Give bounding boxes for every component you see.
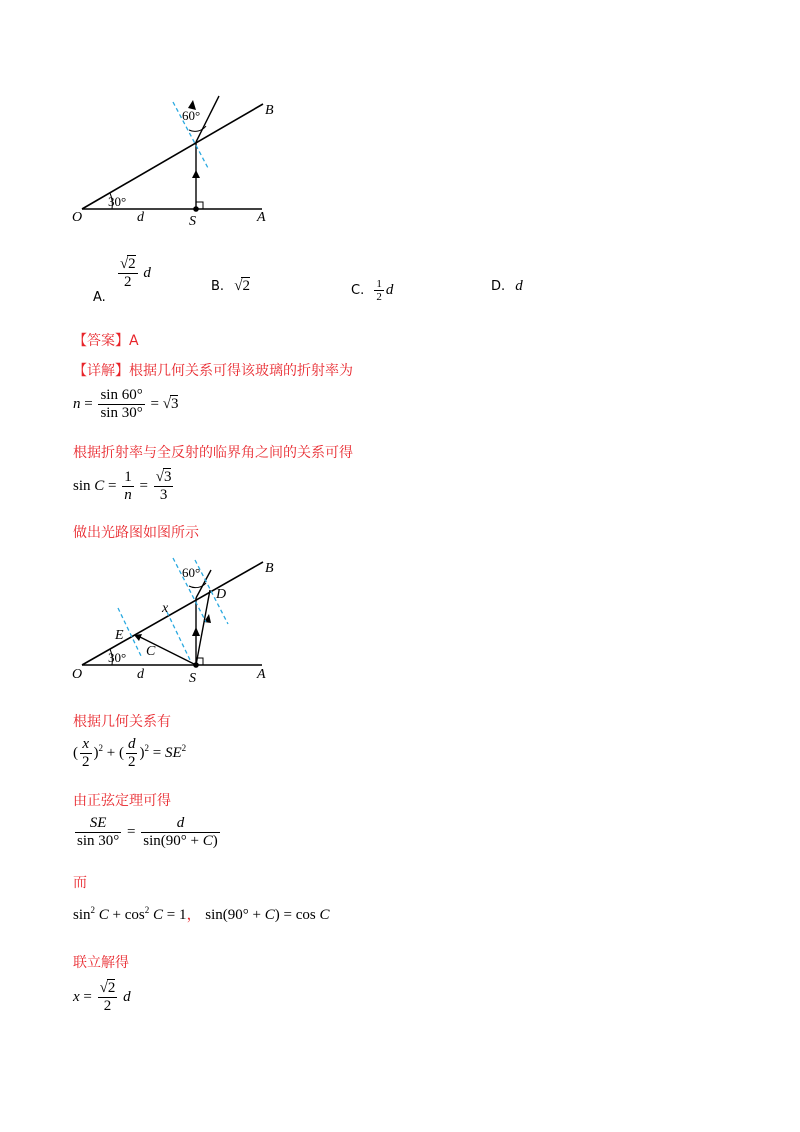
ray-SD — [196, 590, 210, 665]
equation-6: x = $\frac{√2}{2}$ d — [73, 980, 131, 1014]
angle-60-label: 60° — [182, 108, 201, 123]
diagram-2 — [60, 550, 300, 690]
label-O: O — [72, 210, 83, 225]
option-a[interactable]: A. $\frac{√2}{2}$ d — [93, 256, 151, 305]
angle-30-label: 30° — [108, 194, 127, 209]
label-B: B — [265, 561, 274, 576]
equation-4: $\frac{SE}{\sin 30^\circ}$ = $\frac{d}{\sin(90^\circ + C)}$ — [77, 815, 218, 849]
detail-line — [73, 360, 353, 380]
equation-5: $\sin^2 C + \cos^2 C = 1$， sin(90° + C) = cos C — [73, 905, 330, 923]
option-c-letter: C. — [351, 282, 365, 298]
label-x: x — [162, 601, 169, 616]
angle-60-label: 60° — [182, 565, 201, 580]
label-d: d — [137, 210, 144, 225]
option-c[interactable]: C. $\frac{1}{2}$ d — [351, 278, 394, 303]
text-7: 联立解得 — [73, 955, 129, 971]
text-3: 做出光路图如图所示 — [73, 525, 199, 541]
equation-1: n = $\frac{\sin 60^\circ}{\sin 30^\circ}$ = √3 — [73, 387, 179, 421]
option-d[interactable]: D. d — [491, 278, 523, 294]
label-C: C — [146, 644, 156, 659]
label-D: D — [216, 587, 227, 602]
option-b-letter: B. — [211, 279, 225, 294]
label-A: A — [257, 667, 266, 682]
detail-label: 【详解】 — [73, 363, 129, 379]
option-a-letter: A. — [93, 289, 106, 305]
equation-3: ( $\frac{x}{2}$ )$^2$ + ( $\frac{d}{2}$ )$^2 = SE^2$ — [73, 736, 187, 770]
label-E: E — [115, 628, 124, 643]
text-6: 而 — [73, 875, 87, 891]
text-4: 根据几何关系有 — [73, 714, 171, 730]
detail-text: 根据几何关系可得该玻璃的折射率为 — [129, 363, 353, 379]
answer-line — [73, 330, 139, 350]
label-B: B — [265, 103, 274, 118]
option-b[interactable]: B. √2 — [211, 278, 250, 294]
equation-2: sin C = $\frac{1}{n}$ = $\frac{√3}{3}$ — [73, 469, 172, 503]
answer-value: A — [129, 333, 139, 349]
label-S: S — [189, 214, 196, 229]
label-S: S — [189, 671, 196, 686]
label-d: d — [137, 667, 144, 682]
text-5: 由正弦定理可得 — [73, 793, 171, 809]
label-O: O — [72, 667, 83, 682]
angle-30-label: 30° — [108, 650, 127, 665]
answer-label: 【答案】 — [73, 333, 129, 349]
diagram-1 — [60, 90, 300, 240]
text-2: 根据折射率与全反射的临界角之间的关系可得 — [73, 445, 353, 461]
option-d-letter: D. — [491, 279, 506, 294]
label-A: A — [257, 210, 266, 225]
